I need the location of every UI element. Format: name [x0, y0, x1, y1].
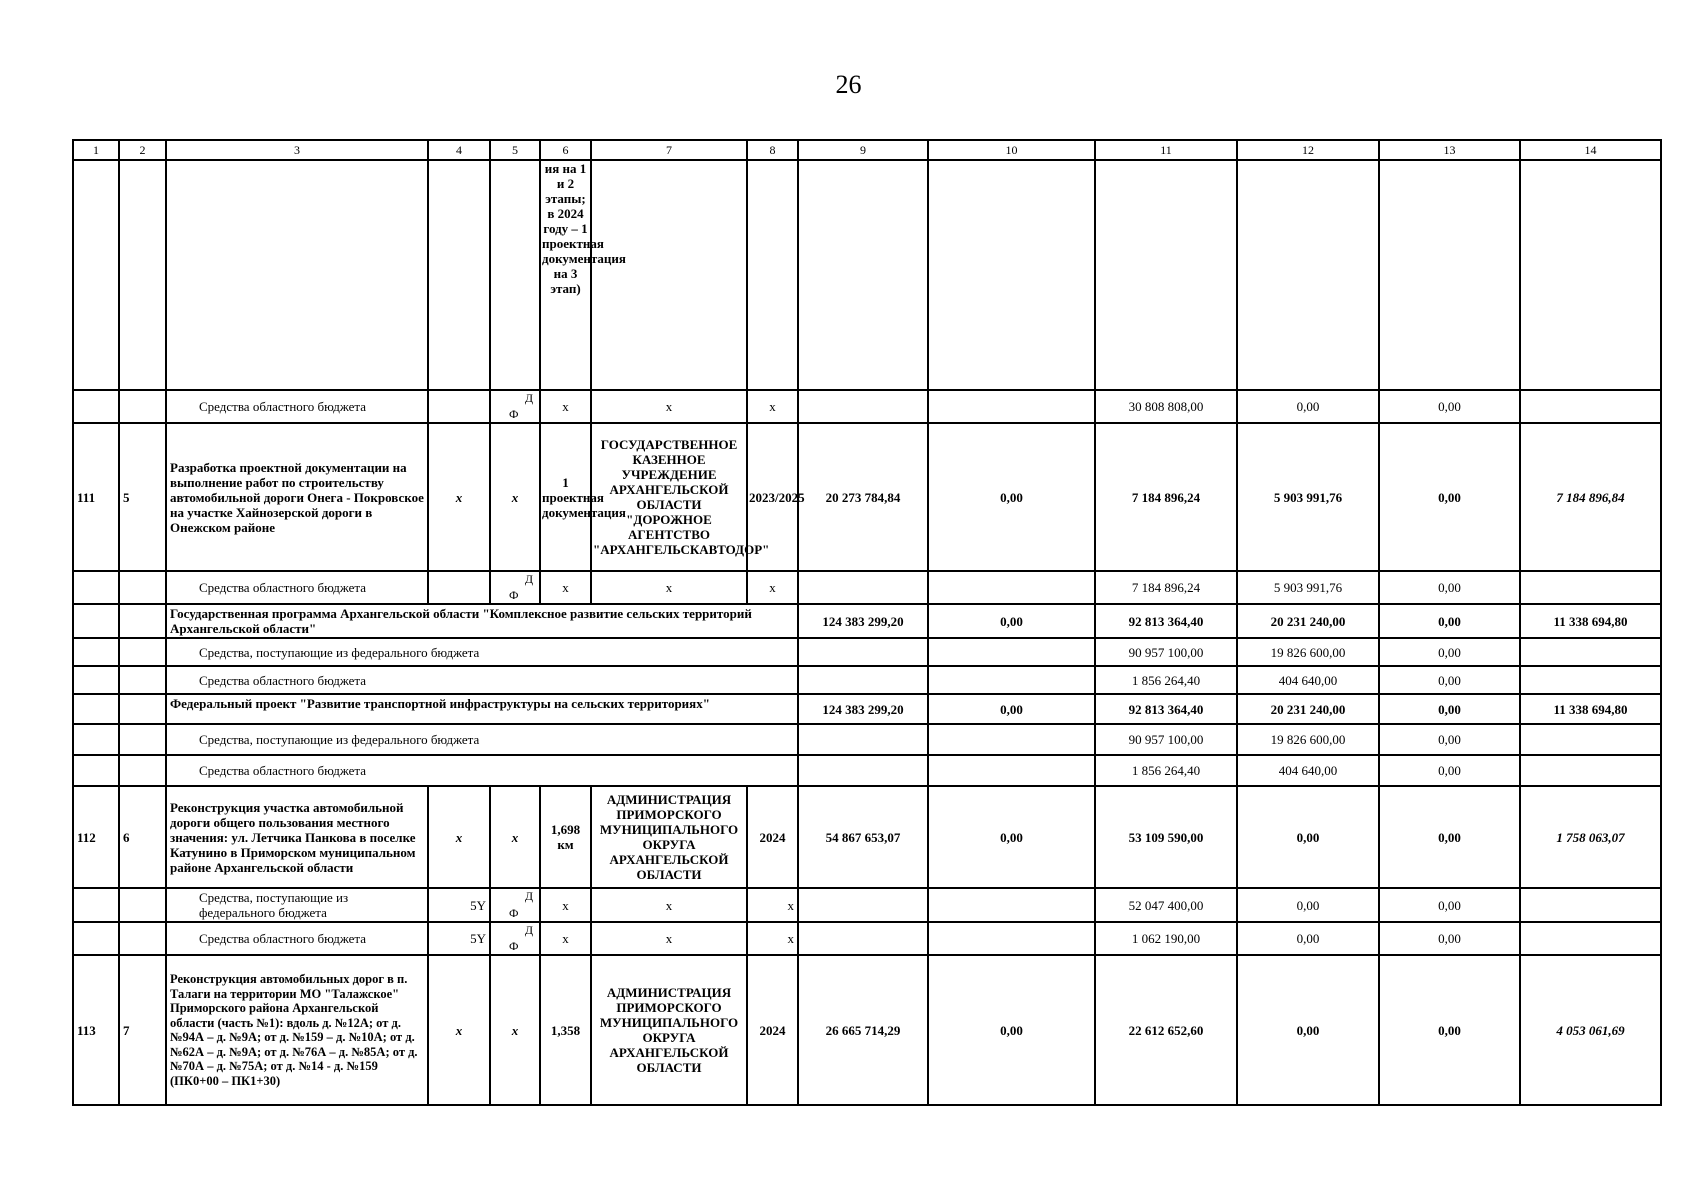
period-cell: 2024	[747, 955, 798, 1105]
table-row	[73, 423, 1661, 571]
table-row	[73, 604, 1661, 638]
funding-source-label: Средства областного бюджета	[166, 571, 428, 604]
funding-source-label: Средства областного бюджета	[166, 922, 428, 955]
cell: 92 813 364,40	[1095, 694, 1237, 724]
row-subnumber: 5	[119, 423, 166, 571]
cell: x	[591, 571, 747, 604]
cell: 0,00	[928, 423, 1095, 571]
budget-code: Д Ф	[490, 888, 540, 922]
cell: 0,00	[928, 786, 1095, 888]
col-header: 10	[928, 140, 1095, 160]
cell: 90 957 100,00	[1095, 724, 1237, 755]
funding-source-label: Средства областного бюджета	[166, 666, 798, 694]
cell: x	[428, 786, 490, 888]
cell: 0,00	[1379, 423, 1520, 571]
table-row	[73, 724, 1661, 755]
col-header: 8	[747, 140, 798, 160]
col-header: 6	[540, 140, 591, 160]
cell: x	[490, 955, 540, 1105]
cell: x	[428, 955, 490, 1105]
cell: x	[540, 390, 591, 423]
executor-cell: АДМИНИСТРАЦИЯ ПРИМОРСКОГО МУНИЦИПАЛЬНОГО ОКРУГА АРХАНГЕЛЬСКОЙ ОБЛАСТИ	[591, 955, 747, 1105]
row-number: 111	[73, 423, 119, 571]
cell: 54 867 653,07	[798, 786, 928, 888]
cell: 0,00	[1379, 724, 1520, 755]
table-row	[73, 955, 1661, 1105]
table-row	[73, 786, 1661, 888]
cell: 11 338 694,80	[1520, 694, 1661, 724]
result-cell: 1,698 км	[540, 786, 591, 888]
table-row	[73, 390, 1661, 423]
cell: 1 856 264,40	[1095, 666, 1237, 694]
cell: 26 665 714,29	[798, 955, 928, 1105]
cell: x	[747, 571, 798, 604]
cell: 11 338 694,80	[1520, 604, 1661, 638]
row-subnumber: 6	[119, 786, 166, 888]
cell: 20 231 240,00	[1237, 694, 1379, 724]
cell: 5Y	[428, 888, 490, 922]
cell: x	[540, 571, 591, 604]
cell: 5 903 991,76	[1237, 571, 1379, 604]
result-cell: ия на 1 и 2 этапы; в 2024 году – 1 проектная документация на 3 этап)	[540, 160, 591, 390]
cell: 0,00	[1237, 955, 1379, 1105]
cell: 92 813 364,40	[1095, 604, 1237, 638]
cell: x	[747, 888, 798, 922]
table-row	[73, 571, 1661, 604]
col-header: 12	[1237, 140, 1379, 160]
cell: 0,00	[1379, 604, 1520, 638]
cell: 7 184 896,24	[1095, 423, 1237, 571]
row-subnumber: 7	[119, 955, 166, 1105]
cell: 0,00	[1379, 922, 1520, 955]
cell: 22 612 652,60	[1095, 955, 1237, 1105]
cell: 0,00	[1379, 666, 1520, 694]
row-number: 113	[73, 955, 119, 1105]
cell: 0,00	[1237, 888, 1379, 922]
object-name: Реконструкция автомобильных дорог в п. Талаги на территории МО "Талажское" Приморского района Архангельской области (часть №1): вдоль д. №12А; от д. №94А – д. №9А; от д. №159 – д. №10А; от д. №62А – д. №9А; от д. №76А – д. №85А; от д. №70А – д. №75А; от д. №14 - д. №159 (ПК0+00 – ПК1+30)	[166, 955, 428, 1105]
cell: 0,00	[1379, 638, 1520, 666]
funding-source-label: Средства, поступающие из федерального бюджета	[166, 638, 798, 666]
period-cell: 2023/2025	[747, 423, 798, 571]
cell: 1 856 264,40	[1095, 755, 1237, 786]
cell: 20 273 784,84	[798, 423, 928, 571]
cell: 0,00	[1379, 571, 1520, 604]
budget-code: Д Ф	[490, 571, 540, 604]
object-name: Реконструкция участка автомобильной дороги общего пользования местного значения: ул. Летчика Панкова в поселке Катунино в Приморском муниципальном районе Архангельской области	[166, 786, 428, 888]
cell: x	[591, 390, 747, 423]
cell: 5Y	[428, 922, 490, 955]
object-name: Разработка проектной документации на выполнение работ по строительству автомобильной дороги Онега - Покровское на участке Хайнозерской дороги в Онежском районе	[166, 423, 428, 571]
table-row	[73, 888, 1661, 922]
col-header: 3	[166, 140, 428, 160]
table-row	[73, 755, 1661, 786]
col-header: 7	[591, 140, 747, 160]
col-header: 11	[1095, 140, 1237, 160]
cell: 0,00	[1379, 786, 1520, 888]
budget-code: Д Ф	[490, 922, 540, 955]
table-row	[73, 922, 1661, 955]
cell: 124 383 299,20	[798, 694, 928, 724]
cell: 404 640,00	[1237, 666, 1379, 694]
executor-cell: АДМИНИСТРАЦИЯ ПРИМОРСКОГО МУНИЦИПАЛЬНОГО ОКРУГА АРХАНГЕЛЬСКОЙ ОБЛАСТИ	[591, 786, 747, 888]
project-title: Федеральный проект "Развитие транспортной инфраструктуры на сельских территориях"	[166, 694, 798, 724]
cell: x	[747, 390, 798, 423]
cell: 30 808 808,00	[1095, 390, 1237, 423]
cell: x	[540, 922, 591, 955]
col-header: 13	[1379, 140, 1520, 160]
funding-source-label: Средства, поступающие из федерального бюджета	[166, 724, 798, 755]
cell: x	[747, 922, 798, 955]
cell: x	[591, 922, 747, 955]
funding-source-label: Средства, поступающие из федерального бюджета	[166, 888, 428, 922]
cell: 0,00	[1237, 390, 1379, 423]
cell: 20 231 240,00	[1237, 604, 1379, 638]
cell: x	[540, 888, 591, 922]
cell: 124 383 299,20	[798, 604, 928, 638]
cell: 52 047 400,00	[1095, 888, 1237, 922]
table-row	[73, 666, 1661, 694]
cell: 0,00	[1379, 755, 1520, 786]
cell: 5 903 991,76	[1237, 423, 1379, 571]
table-row	[73, 638, 1661, 666]
cell: 0,00	[1379, 888, 1520, 922]
col-header: 4	[428, 140, 490, 160]
col-header: 5	[490, 140, 540, 160]
cell: x	[428, 423, 490, 571]
period-cell: 2024	[747, 786, 798, 888]
cell: 90 957 100,00	[1095, 638, 1237, 666]
page-number: 26	[835, 70, 862, 99]
cell: 0,00	[1237, 922, 1379, 955]
cell: 7 184 896,84	[1520, 423, 1661, 571]
col-header: 9	[798, 140, 928, 160]
col-header: 1	[73, 140, 119, 160]
cell: 4 053 061,69	[1520, 955, 1661, 1105]
table-row	[73, 694, 1661, 724]
cell: 0,00	[928, 604, 1095, 638]
result-cell: 1 проектная документация	[540, 423, 591, 571]
cell: 404 640,00	[1237, 755, 1379, 786]
cell: 1 758 063,07	[1520, 786, 1661, 888]
budget-code: Д Ф	[490, 390, 540, 423]
col-header: 2	[119, 140, 166, 160]
cell: 0,00	[928, 955, 1095, 1105]
cell: 19 826 600,00	[1237, 638, 1379, 666]
col-header: 14	[1520, 140, 1661, 160]
cell: 0,00	[1379, 694, 1520, 724]
cell: 1 062 190,00	[1095, 922, 1237, 955]
row-number: 112	[73, 786, 119, 888]
cell: 53 109 590,00	[1095, 786, 1237, 888]
cell: 7 184 896,24	[1095, 571, 1237, 604]
column-number-row	[73, 140, 1661, 160]
result-cell: 1,358	[540, 955, 591, 1105]
cell: x	[490, 786, 540, 888]
funding-source-label: Средства областного бюджета	[166, 755, 798, 786]
cell: 0,00	[928, 694, 1095, 724]
program-title: Государственная программа Архангельской области "Комплексное развитие сельских территорий Архангельской области"	[166, 604, 798, 638]
cell: 0,00	[1237, 786, 1379, 888]
table-row	[73, 160, 1661, 390]
cell: x	[490, 423, 540, 571]
cell: 19 826 600,00	[1237, 724, 1379, 755]
cell: 0,00	[1379, 955, 1520, 1105]
cell: x	[591, 888, 747, 922]
funding-source-label: Средства областного бюджета	[166, 390, 428, 423]
cell: 0,00	[1379, 390, 1520, 423]
budget-table	[72, 139, 1662, 1106]
executor-cell: ГОСУДАРСТВЕННОЕ КАЗЕННОЕ УЧРЕЖДЕНИЕ АРХАНГЕЛЬСКОЙ ОБЛАСТИ "ДОРОЖНОЕ АГЕНТСТВО "АРХАНГЕЛЬСКАВТОДОР"	[591, 423, 747, 571]
